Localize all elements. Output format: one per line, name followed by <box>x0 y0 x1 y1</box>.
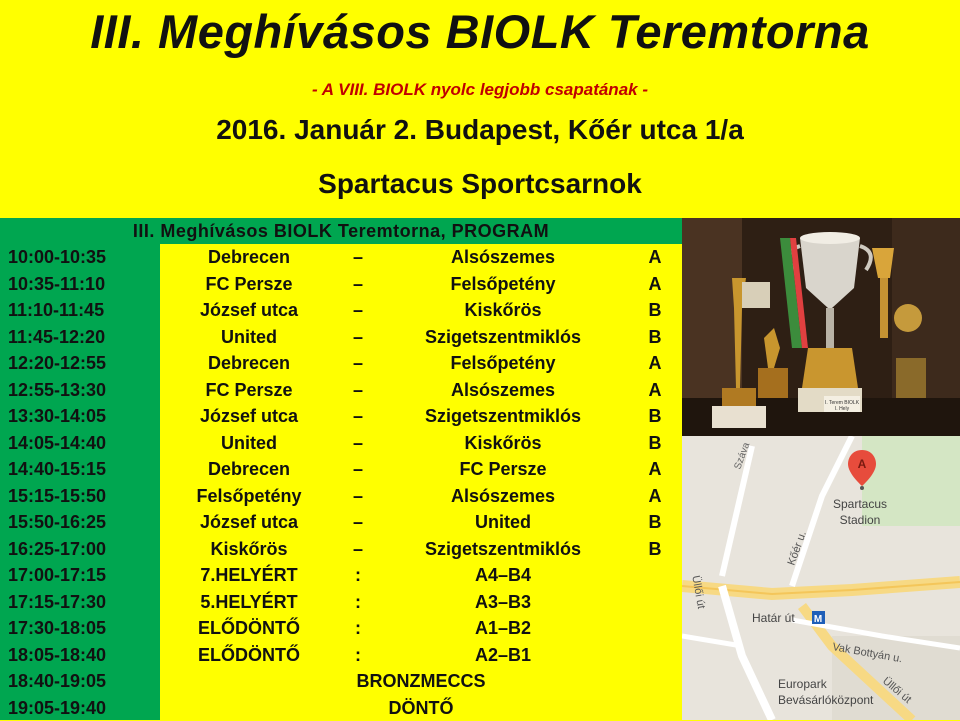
group-label: B <box>628 509 682 536</box>
schedule-row <box>0 430 682 457</box>
group-label: A <box>628 483 682 510</box>
page-subtitle: - A VIII. BIOLK nyolc legjobb csapatának - <box>0 80 960 100</box>
away-team: Felsőpetény <box>378 350 628 377</box>
away-team: Kiskőrös <box>378 430 628 457</box>
schedule-row <box>0 562 682 589</box>
page-title: III. Meghívásos BIOLK Teremtorna <box>0 4 960 59</box>
final-label: BRONZMECCS <box>160 668 682 695</box>
match-time: 17:15-17:30 <box>8 589 158 616</box>
match-time: 14:05-14:40 <box>8 430 158 457</box>
separator: – <box>338 403 378 430</box>
map-poi-name: Europark <box>778 677 828 691</box>
street-label: Üllői út <box>689 575 707 610</box>
match-time: 10:35-11:10 <box>8 271 158 298</box>
home-team: United <box>160 324 338 351</box>
home-team: Kiskőrös <box>160 536 338 563</box>
group-label: B <box>628 430 682 457</box>
street-label: Határ út <box>752 611 795 625</box>
away-team: United <box>378 509 628 536</box>
street-label: Száva <box>732 441 752 471</box>
schedule-table <box>0 218 682 720</box>
map-place-name: Spartacus <box>833 497 887 511</box>
schedule-row <box>0 244 682 271</box>
map-poi-name-2: Bevásárlóközpont <box>778 693 874 707</box>
trophy-photo <box>682 218 960 436</box>
match-time: 12:20-12:55 <box>8 350 158 377</box>
away-team: Kiskőrös <box>378 297 628 324</box>
metro-icon: M <box>814 614 822 625</box>
schedule-row <box>0 271 682 298</box>
home-team: ELŐDÖNTŐ <box>160 615 338 642</box>
match-time: 11:45-12:20 <box>8 324 158 351</box>
match-time: 19:05-19:40 <box>8 695 158 721</box>
schedule-row <box>0 297 682 324</box>
separator: – <box>338 430 378 457</box>
away-team: Szigetszentmiklós <box>378 324 628 351</box>
date-place: 2016. Január 2. Budapest, Kőér utca 1/a <box>0 114 960 146</box>
final-label: DÖNTŐ <box>160 695 682 721</box>
away-team: A1–B2 <box>378 615 628 642</box>
separator: : <box>338 562 378 589</box>
schedule-row <box>0 403 682 430</box>
away-team: A2–B1 <box>378 642 628 669</box>
match-time: 18:05-18:40 <box>8 642 158 669</box>
away-team: A4–B4 <box>378 562 628 589</box>
group-label: B <box>628 403 682 430</box>
schedule-row <box>0 350 682 377</box>
separator: – <box>338 483 378 510</box>
separator: – <box>338 536 378 563</box>
location-map <box>682 436 960 720</box>
separator: – <box>338 297 378 324</box>
schedule-row <box>0 589 682 616</box>
home-team: József utca <box>160 403 338 430</box>
match-time: 18:40-19:05 <box>8 668 158 695</box>
separator: : <box>338 642 378 669</box>
group-label: B <box>628 324 682 351</box>
group-label: B <box>628 536 682 563</box>
separator: : <box>338 589 378 616</box>
away-team: A3–B3 <box>378 589 628 616</box>
map-marker-label: A <box>858 457 867 471</box>
separator: – <box>338 271 378 298</box>
away-team: FC Persze <box>378 456 628 483</box>
home-team: FC Persze <box>160 377 338 404</box>
away-team: Szigetszentmiklós <box>378 536 628 563</box>
group-label: A <box>628 271 682 298</box>
away-team: Alsószemes <box>378 244 628 271</box>
away-team: Felsőpetény <box>378 271 628 298</box>
home-team: 5.HELYÉRT <box>160 589 338 616</box>
match-time: 17:00-17:15 <box>8 562 158 589</box>
map-place-name-2: Stadion <box>840 513 881 527</box>
home-team: József utca <box>160 509 338 536</box>
away-team: Alsószemes <box>378 377 628 404</box>
schedule-row <box>0 324 682 351</box>
separator: – <box>338 350 378 377</box>
separator: – <box>338 509 378 536</box>
group-label: A <box>628 350 682 377</box>
match-time: 17:30-18:05 <box>8 615 158 642</box>
venue-name: Spartacus Sportcsarnok <box>0 168 960 200</box>
final-row <box>0 668 682 695</box>
schedule-row <box>0 509 682 536</box>
match-time: 15:15-15:50 <box>8 483 158 510</box>
match-time: 12:55-13:30 <box>8 377 158 404</box>
home-team: FC Persze <box>160 271 338 298</box>
match-time: 11:10-11:45 <box>8 297 158 324</box>
match-time: 16:25-17:00 <box>8 536 158 563</box>
group-label: A <box>628 456 682 483</box>
match-time: 14:40-15:15 <box>8 456 158 483</box>
group-label: A <box>628 377 682 404</box>
schedule-heading: III. Meghívásos BIOLK Teremtorna, PROGRAM <box>0 218 682 244</box>
home-team: Debrecen <box>160 456 338 483</box>
schedule-row <box>0 536 682 563</box>
plaque-text: I. Terem BIOLK <box>825 400 860 406</box>
schedule-row <box>0 456 682 483</box>
group-label: B <box>628 297 682 324</box>
match-time: 15:50-16:25 <box>8 509 158 536</box>
schedule-row <box>0 377 682 404</box>
street-label: Üllői út <box>880 675 913 706</box>
home-team: Debrecen <box>160 350 338 377</box>
away-team: Alsószemes <box>378 483 628 510</box>
separator: – <box>338 456 378 483</box>
final-row <box>0 695 682 721</box>
street-label: Kőér u. <box>786 530 809 567</box>
schedule-row <box>0 642 682 669</box>
schedule-row <box>0 483 682 510</box>
home-team: Felsőpetény <box>160 483 338 510</box>
separator: – <box>338 324 378 351</box>
group-label: A <box>628 244 682 271</box>
separator: – <box>338 377 378 404</box>
match-time: 10:00-10:35 <box>8 244 158 271</box>
home-team: József utca <box>160 297 338 324</box>
plaque-text-2: I. Hely <box>835 406 850 412</box>
match-time: 13:30-14:05 <box>8 403 158 430</box>
away-team: Szigetszentmiklós <box>378 403 628 430</box>
home-team: Debrecen <box>160 244 338 271</box>
home-team: United <box>160 430 338 457</box>
home-team: 7.HELYÉRT <box>160 562 338 589</box>
home-team: ELŐDÖNTŐ <box>160 642 338 669</box>
street-label: Vak Bottyán u. <box>831 641 903 665</box>
separator: : <box>338 615 378 642</box>
schedule-row <box>0 615 682 642</box>
separator: – <box>338 244 378 271</box>
